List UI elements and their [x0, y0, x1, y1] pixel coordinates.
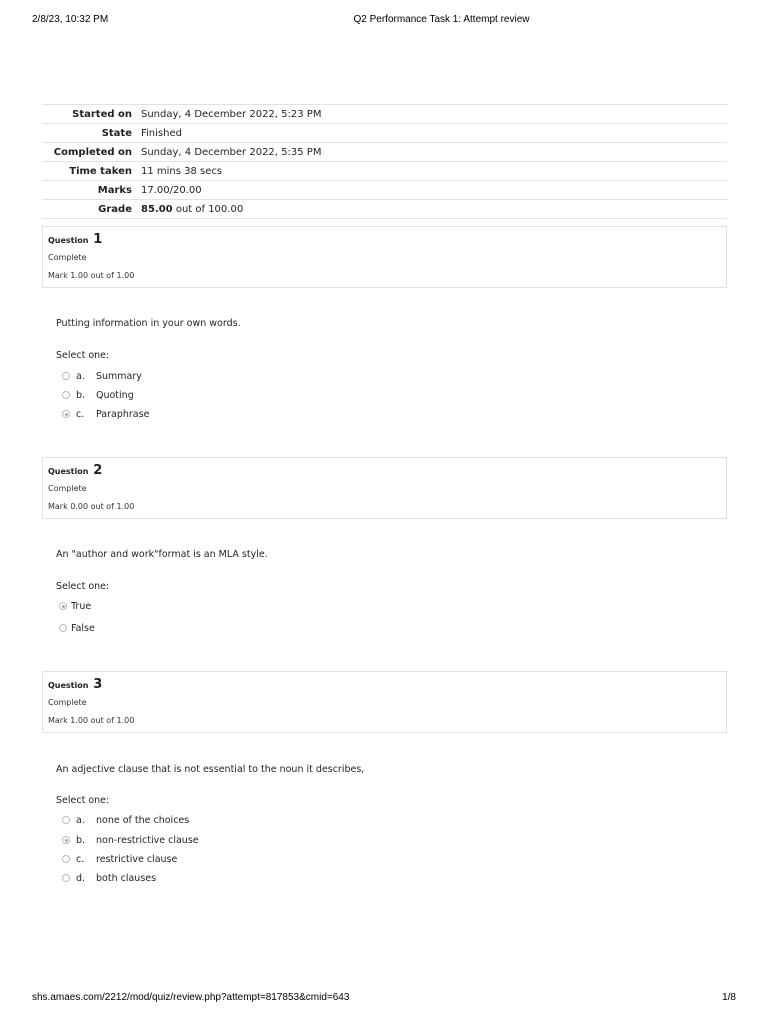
select-one-prompt: Select one: [56, 581, 110, 592]
summary-label: State [101, 127, 132, 139]
option-text: none of the choices [96, 814, 190, 826]
summary-row-marks [42, 181, 727, 200]
option-text: restrictive clause [96, 853, 178, 865]
option-text: True [71, 600, 92, 612]
option-letter: a. [76, 814, 85, 826]
question-number-value: 2 [93, 463, 103, 478]
summary-row-state [42, 124, 727, 143]
option-letter: d. [76, 872, 86, 884]
attempt-summary-table [42, 104, 727, 219]
radio-button-selected[interactable] [59, 602, 67, 610]
answer-option[interactable] [62, 386, 134, 404]
answer-option[interactable] [62, 367, 142, 385]
summary-value: 17.00/20.00 [141, 184, 202, 196]
summary-value: 11 mins 38 secs [141, 165, 223, 177]
question-label: Question [48, 236, 89, 245]
question-number [48, 232, 102, 247]
radio-button[interactable] [62, 855, 70, 863]
question-info-1 [42, 226, 727, 288]
question-mark: Mark 0.00 out of 1.00 [48, 502, 135, 511]
question-info-3 [42, 671, 727, 733]
option-text: Quoting [96, 389, 134, 401]
print-page-title: Q2 Performance Task 1: Attempt review [353, 14, 530, 25]
summary-row-started [42, 105, 727, 124]
summary-value: Sunday, 4 December 2022, 5:23 PM [141, 108, 322, 120]
summary-label: Started on [72, 108, 132, 120]
question-number [48, 677, 102, 692]
answer-option[interactable] [62, 831, 199, 849]
question-state: Complete [48, 253, 87, 262]
radio-button[interactable] [62, 372, 70, 380]
question-number [48, 463, 102, 478]
question-text: Putting information in your own words. [56, 318, 241, 329]
option-text: Paraphrase [96, 408, 150, 420]
option-letter: b. [76, 834, 86, 846]
radio-button-selected[interactable] [62, 836, 70, 844]
option-letter: a. [76, 370, 85, 382]
print-page-number: 1/8 [722, 992, 736, 1003]
option-text: False [71, 622, 95, 634]
option-letter: b. [76, 389, 86, 401]
question-number-value: 1 [93, 232, 103, 247]
question-label: Question [48, 467, 89, 476]
summary-label: Grade [98, 203, 132, 215]
question-mark: Mark 1.00 out of 1.00 [48, 271, 135, 280]
answer-option[interactable] [62, 811, 189, 829]
summary-label: Completed on [53, 146, 132, 158]
grade-value: 85.00 [141, 203, 173, 215]
option-letter: c. [76, 408, 85, 420]
answer-option[interactable] [59, 619, 95, 637]
question-text: An adjective clause that is not essential to the noun it describes, [56, 764, 365, 775]
option-letter: c. [76, 853, 85, 865]
grade-out-of: out of 100.00 [172, 203, 244, 215]
question-number-value: 3 [93, 677, 103, 692]
answer-option[interactable] [59, 597, 91, 615]
radio-button[interactable] [62, 874, 70, 882]
summary-row-completed [42, 143, 727, 162]
print-url: shs.amaes.com/2212/mod/quiz/review.php?attempt=817853&cmid=643 [32, 992, 350, 1003]
summary-label: Time taken [69, 165, 132, 177]
radio-button[interactable] [59, 624, 67, 632]
option-text: non-restrictive clause [96, 834, 199, 846]
option-text: both clauses [96, 872, 157, 884]
select-one-prompt: Select one: [56, 350, 110, 361]
question-state: Complete [48, 484, 87, 493]
option-text: Summary [96, 370, 142, 382]
summary-row-time-taken [42, 162, 727, 181]
summary-value [141, 204, 243, 215]
summary-row-grade [42, 200, 727, 219]
answer-option[interactable] [62, 869, 156, 887]
question-text: An "author and work"format is an MLA style. [56, 549, 268, 560]
answer-option[interactable] [62, 850, 177, 868]
question-info-2 [42, 457, 727, 519]
radio-button-selected[interactable] [62, 410, 70, 418]
summary-value: Sunday, 4 December 2022, 5:35 PM [141, 146, 322, 158]
summary-value: Finished [141, 127, 182, 139]
radio-button[interactable] [62, 391, 70, 399]
question-mark: Mark 1.00 out of 1.00 [48, 716, 135, 725]
summary-label: Marks [97, 184, 132, 196]
print-datetime: 2/8/23, 10:32 PM [32, 14, 109, 25]
select-one-prompt: Select one: [56, 795, 110, 806]
answer-option[interactable] [62, 405, 149, 423]
radio-button[interactable] [62, 816, 70, 824]
question-state: Complete [48, 698, 87, 707]
question-label: Question [48, 681, 89, 690]
